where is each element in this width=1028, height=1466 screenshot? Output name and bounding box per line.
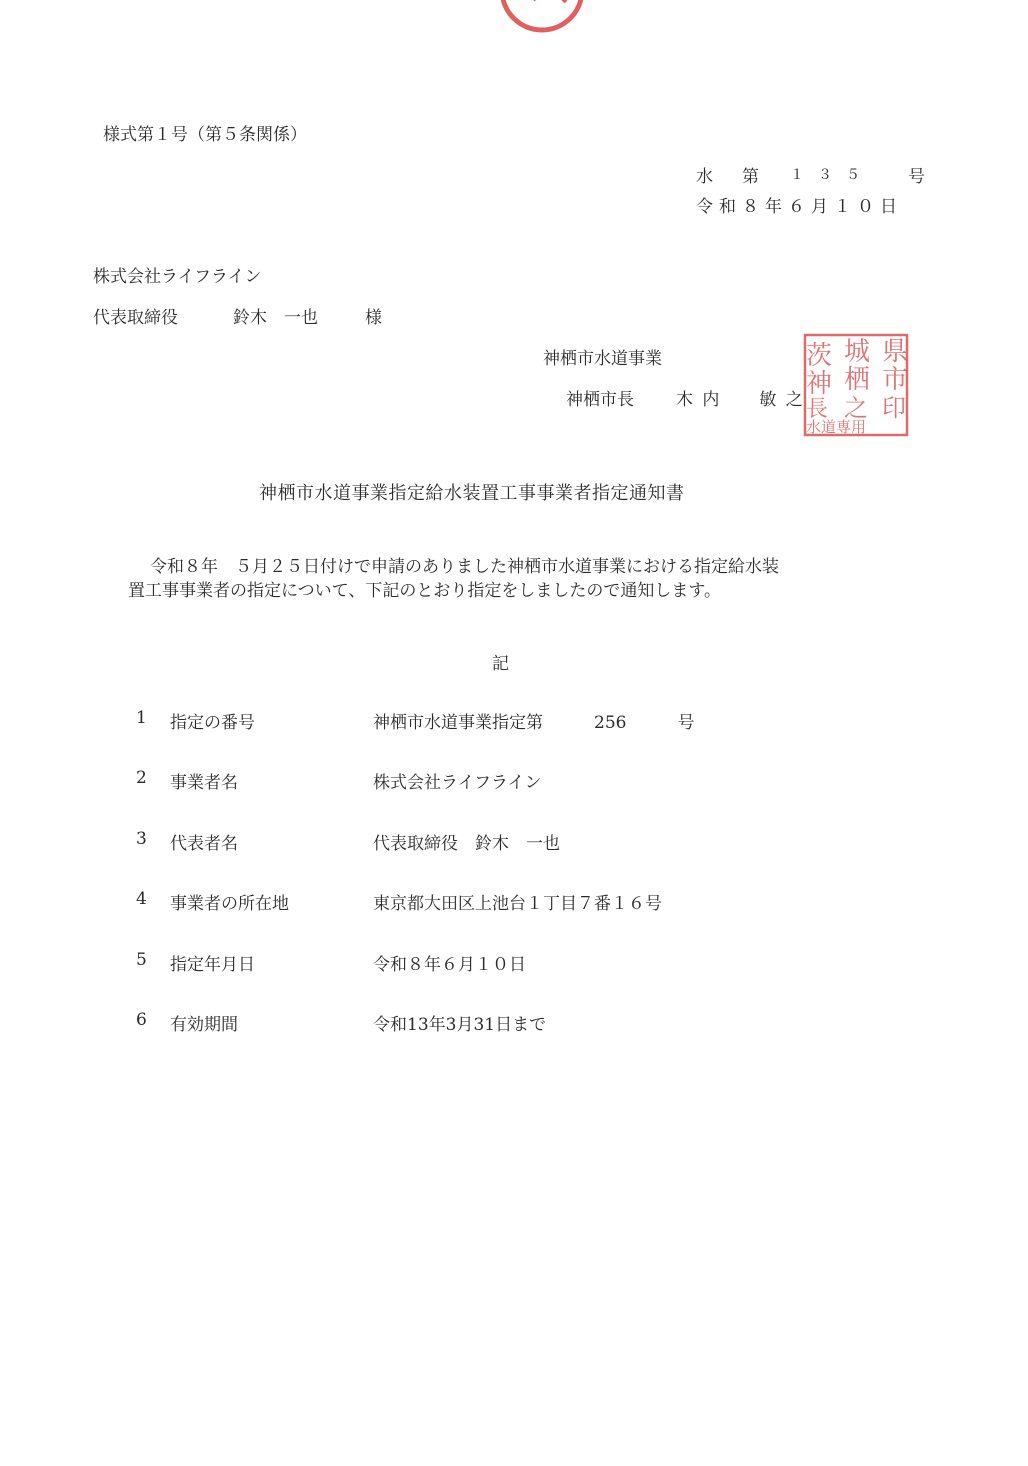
item-value: 令和８年６月１０日 — [373, 955, 526, 975]
item-label: 指定の番号 — [170, 713, 255, 733]
top-seal-stamp — [496, 0, 588, 42]
svg-text:神: 神 — [806, 369, 833, 399]
item-label: 事業者名 — [170, 773, 238, 793]
svg-text:長: 長 — [806, 397, 829, 422]
record-item — [0, 768, 1028, 794]
svg-text:栖: 栖 — [844, 365, 871, 395]
body-paragraph — [128, 555, 868, 603]
doc-number-prefix: 水 — [696, 167, 713, 187]
doc-number-suffix: 号 — [908, 167, 925, 187]
item-number: 3 — [136, 829, 147, 849]
official-seal-stamp — [802, 332, 910, 438]
record-item — [0, 889, 1028, 915]
issuer-title: 神栖市長 — [566, 390, 634, 410]
record-item — [0, 1010, 1028, 1036]
item-number: 5 — [136, 950, 147, 970]
record-item — [0, 950, 1028, 976]
item-label: 指定年月日 — [170, 955, 255, 975]
doc-number-dai: 第 — [742, 167, 759, 187]
issuer-organization: 神栖市水道事業 — [543, 349, 662, 369]
item-value: 代表取締役 鈴木 一也 — [373, 834, 560, 854]
svg-text:印: 印 — [882, 394, 906, 422]
item-label: 代表者名 — [170, 834, 238, 854]
item-value: 東京都大田区上池台１丁目７番１６号 — [373, 894, 662, 914]
record-item — [0, 829, 1028, 855]
record-item — [0, 708, 1028, 734]
item-number: 4 — [136, 889, 147, 909]
body-line-2: 置工事事業者の指定について、下記のとおり指定をしましたので通知します。 — [128, 581, 721, 601]
item-number: 2 — [136, 768, 147, 788]
item-value: 神栖市水道事業指定第 256 号 — [373, 713, 695, 733]
item-number: 6 — [136, 1010, 147, 1030]
svg-text:城: 城 — [844, 337, 871, 367]
form-label: 様式第１号（第５条関係） — [103, 125, 307, 145]
svg-text:水道専用: 水道専用 — [806, 418, 867, 436]
document-title: 神栖市水道事業指定給水装置工事事業者指定通知書 — [259, 483, 685, 504]
item-number: 1 — [136, 708, 147, 728]
item-label: 事業者の所在地 — [170, 894, 289, 914]
item-value: 令和13年3月31日まで — [373, 1015, 547, 1035]
recipient-company: 株式会社ライフライン — [93, 267, 262, 287]
item-label: 有効期間 — [170, 1015, 238, 1035]
item-value: 株式会社ライフライン — [373, 773, 542, 793]
document-date: 令和８年６月１０日 — [696, 197, 903, 217]
svg-text:県: 県 — [882, 337, 909, 367]
doc-number-value: １３５ — [790, 167, 874, 183]
svg-text:茨: 茨 — [806, 341, 833, 371]
record-heading: 記 — [492, 654, 509, 674]
svg-text:市: 市 — [882, 365, 909, 395]
svg-text:之: 之 — [844, 394, 868, 422]
body-line-1: 令和８年 ５月２５日付けで申請のありました神栖市水道事業における指定給水装 — [150, 557, 779, 577]
recipient-title: 代表取締役 — [93, 308, 178, 328]
issuer-name: 木 内 敏 之 — [676, 390, 805, 410]
recipient-name: 鈴木 一也 — [233, 308, 318, 328]
recipient-honorific: 様 — [365, 308, 382, 328]
